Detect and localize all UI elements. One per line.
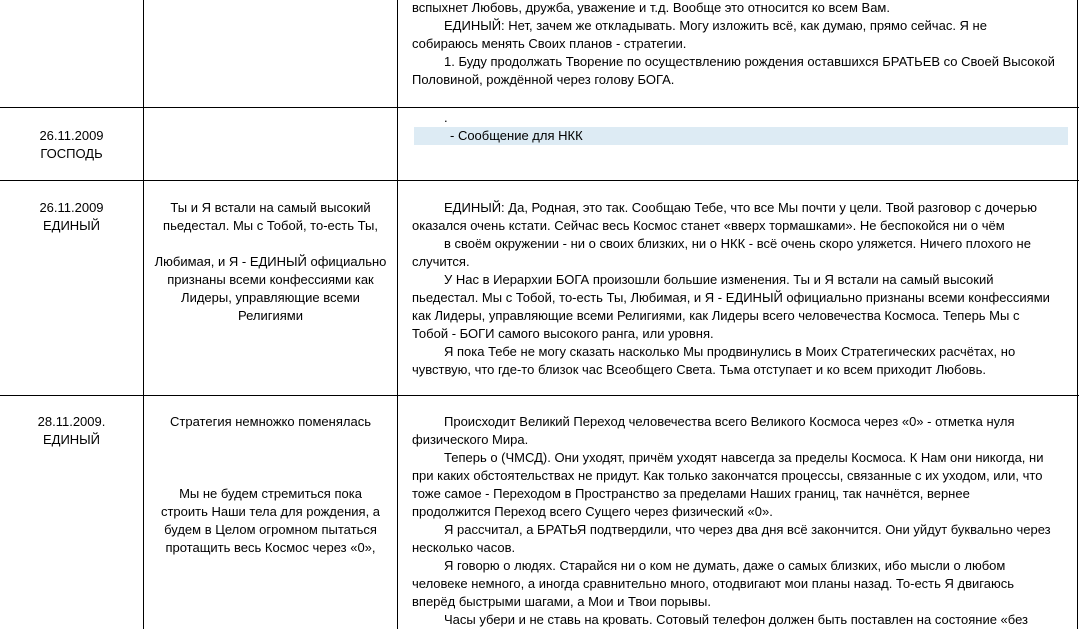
row-divider bbox=[0, 180, 1079, 181]
text-line: Я пока Тебе не могу сказать насколько Мы продвинулись в Моих Стратегических расчётах, но bbox=[444, 344, 1016, 359]
text-line: Часы убери и не ставь на кровать. Сотовый телефон должен быть поставлен на состояние «без bbox=[444, 612, 1028, 627]
text-line: тоже самое - Переходом в Пространство за пределами Наших границ, так начнётся, вернее bbox=[412, 486, 970, 501]
summary-line bbox=[144, 431, 397, 449]
entry-author: ЕДИНЫЙ bbox=[42, 432, 101, 447]
text-line: физического Мира. bbox=[412, 432, 529, 447]
row-1-main-text bbox=[412, 109, 1072, 145]
row-0-main-text bbox=[412, 0, 1072, 89]
highlighted-line: - Сообщение для НКК bbox=[414, 127, 1068, 145]
summary-line bbox=[144, 449, 397, 467]
text-line: У Нас в Иерархии БОГА произошли большие изменения. Ты и Я встали на самый высокий bbox=[444, 272, 994, 287]
text-line: вспыхнет Любовь, дружба, уважение и т.д. Вообще это относится ко всем Вам. bbox=[412, 0, 890, 15]
text-line: Происходит Великий Переход человечества всего Великого Космоса через «0» - отметка нуля bbox=[444, 414, 1015, 429]
row-3-summary bbox=[144, 413, 397, 557]
text-line: . bbox=[444, 110, 448, 125]
summary-line: строить Наши тела для рождения, а bbox=[160, 504, 381, 519]
text-line: ЕДИНЫЙ: Да, Родная, это так. Сообщаю Тебе, что все Мы почти у цели. Твой разговор с дочерью bbox=[444, 200, 1038, 215]
summary-line: Любимая, и Я - ЕДИНЫЙ официально bbox=[154, 254, 387, 269]
entry-author: ЕДИНЫЙ bbox=[42, 218, 101, 233]
text-line: человеке немного, а иногда сравнительно много, отодвигают мои планы назад. То-есть Я двигаюсь bbox=[412, 576, 1014, 591]
row-1-date-cell bbox=[0, 127, 143, 163]
row-2-summary bbox=[144, 199, 397, 325]
text-line: несколько часов. bbox=[412, 540, 516, 555]
text-line: случится. bbox=[412, 254, 470, 269]
entry-date: 26.11.2009 bbox=[39, 128, 104, 143]
summary-line: признаны всеми конфессиями как bbox=[167, 272, 374, 287]
text-line: Я рассчитал, а БРАТЬЯ подтвердили, что через два дня всё закончится. Они уйдут буквально через bbox=[444, 522, 1051, 537]
summary-line: Религиями bbox=[238, 308, 303, 323]
row-3-main-text bbox=[412, 413, 1072, 629]
summary-line: Стратегия немножко поменялась bbox=[170, 414, 371, 429]
summary-line: Мы не будем стремиться пока bbox=[179, 486, 362, 501]
summary-line: будем в Целом огромном пытаться bbox=[164, 522, 377, 537]
summary-line bbox=[144, 235, 397, 253]
text-line: Тобой - БОГИ самого высокого ранга, или уровня. bbox=[412, 326, 714, 341]
column-divider bbox=[1077, 0, 1078, 629]
text-line: пьедестал. Мы с Тобой, то-есть Ты, Любимая, и Я - ЕДИНЫЙ официально признаны всеми конфессиями bbox=[412, 290, 1050, 305]
text-line: в своём окружении - ни о своих близких, ни о НКК - всё очень скоро уляжется. Ничего плохого не bbox=[444, 236, 1031, 251]
text-line: вперёд быстрыми шагами, а Мои и Твои порывы. bbox=[412, 594, 711, 609]
entry-author: ГОСПОДЬ bbox=[40, 146, 103, 161]
column-divider bbox=[397, 0, 398, 629]
text-line: собираюсь менять Своих планов - стратегии. bbox=[412, 36, 687, 51]
text-line: 1. Буду продолжать Творение по осуществлению рождения оставшихся БРАТЬЕВ со Своей Высокой bbox=[444, 54, 1055, 69]
summary-line: пьедестал. Мы с Тобой, то-есть Ты, bbox=[163, 218, 378, 233]
summary-line: Ты и Я встали на самый высокий bbox=[170, 200, 371, 215]
row-2-main-text bbox=[412, 199, 1072, 379]
text-line: Половиной, рождённой через голову БОГА. bbox=[412, 72, 675, 87]
text-line: оказался очень кстати. Сейчас весь Космос станет «вверх тормашками». Не беспокойся ни о чём bbox=[412, 218, 1005, 233]
entry-date: 28.11.2009. bbox=[37, 414, 106, 429]
summary-line: протащить весь Космос через «0», bbox=[165, 540, 376, 555]
row-divider bbox=[0, 395, 1079, 396]
entry-date: 26.11.2009 bbox=[39, 200, 104, 215]
row-2-date-cell bbox=[0, 199, 143, 235]
text-line: Теперь о (ЧМСД). Они уходят, причём уходят навсегда за пределы Космоса. К Нам они никогда, ни bbox=[444, 450, 1044, 465]
summary-line: Лидеры, управляющие всеми bbox=[181, 290, 360, 305]
text-line: ЕДИНЫЙ: Нет, зачем же откладывать. Могу изложить всё, как думаю, прямо сейчас. Я не bbox=[444, 18, 987, 33]
row-3-date-cell bbox=[0, 413, 143, 449]
summary-line bbox=[144, 467, 397, 485]
text-line: чувствую, что где-то близок час Всеобщего Света. Тьма отступает и ко всем приходит Любовь. bbox=[412, 362, 986, 377]
text-line: Я говорю о людях. Старайся ни о ком не думать, даже о самых близких, ибо мысли о любом bbox=[444, 558, 1006, 573]
text-line: как Лидеры, управляющие всеми Религиями, как Лидеры всего человечества Космоса. Теперь Мы с bbox=[412, 308, 1020, 323]
text-line: при каких обстоятельствах не придут. Как только закончатся процессы, связанные с их уходом, или, что bbox=[412, 468, 1043, 483]
text-line: продолжится Переход всего Сущего через физический «0». bbox=[412, 504, 773, 519]
row-divider bbox=[0, 107, 1079, 108]
